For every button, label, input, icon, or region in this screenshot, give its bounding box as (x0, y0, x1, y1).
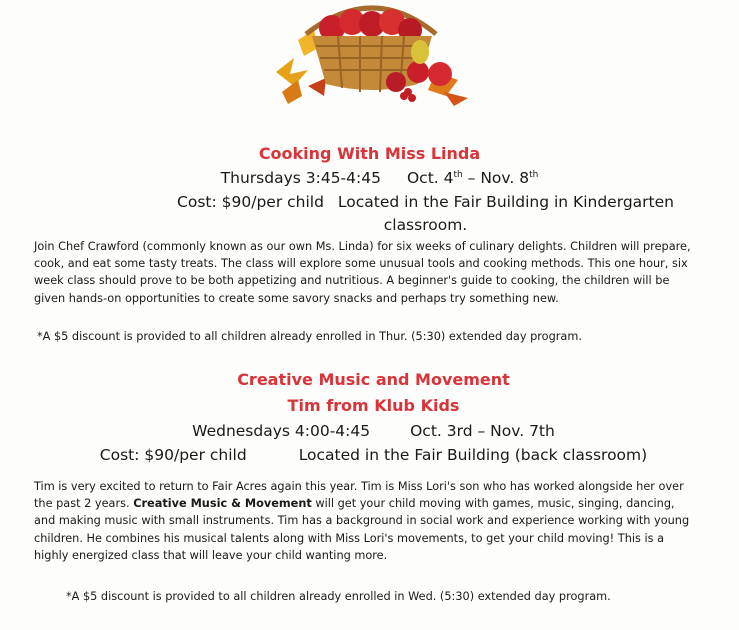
music-class-title: Creative Music and Movement (237, 370, 510, 389)
cooking-class-location-cont: classroom. (383, 216, 468, 234)
music-class-discount: *A $5 discount is provided to all children already enrolled in Wed. (5:30) extended day program. (66, 590, 611, 603)
cooking-class-day: Thursdays 3:45-4:45 (220, 169, 381, 187)
music-class-desc-part1: Tim is very excited to return to Fair Acres again this year. Tim is Miss Lori's son who has worked alongside her over the past 2 years. (34, 480, 684, 511)
cooking-class-description: Join Chef Crawford (commonly known as our own Ms. Linda) for six weeks of culinary delights. Children will prepare, cook, and eat some tasty treats. The class will explore some unusual tools and cooking methods. This one hour, six week class should prove to be both appetizing and nutritious. A beginner's guide to cooking, the children will be given hands-on opportunities to create some savory snacks and perhaps try something new. (34, 240, 691, 305)
cooking-class-cost: Cost: $90/per child (177, 193, 324, 211)
cooking-class-date-start: Oct. 4 (406, 169, 454, 187)
cooking-class-discount: *A $5 discount is provided to all children already enrolled in Thur. (5:30) extended day program. (37, 330, 582, 343)
cooking-class-title: Cooking With Miss Linda (258, 144, 481, 163)
music-class-location: Located in the Fair Building (back classroom) (298, 446, 648, 464)
music-class-dates: Oct. 3rd – Nov. 7th (410, 422, 555, 440)
music-class-desc-bold: Creative Music & Movement (133, 497, 312, 511)
music-class-cost: Cost: $90/per child (99, 446, 247, 464)
cooking-class-location: Located in the Fair Building in Kindergarten (337, 193, 674, 211)
music-class-day: Wednesdays 4:00-4:45 (192, 422, 371, 440)
cooking-class-date-end: – Nov. 8 (462, 169, 530, 187)
cooking-class-schedule (0, 169, 739, 187)
music-class-description (34, 478, 698, 564)
cooking-class-cost-location (0, 193, 739, 211)
cooking-class-date-start-sup: th (453, 169, 463, 180)
music-class-desc-part2: will get your child moving with games, music, singing, dancing, and making music with small instruments. Tim has a background in social work and experience working with young children. He combines his musical talents along with Miss Lori's movements, to get your child moving! This is a highly energized class that will leave your child wanting more. (34, 497, 690, 562)
music-class-cost-location (0, 446, 739, 464)
apple-basket-icon (268, 0, 478, 108)
cooking-class-date-end-sup: th (529, 169, 539, 180)
music-class-schedule (0, 422, 739, 440)
music-class-subtitle: Tim from Klub Kids (287, 396, 460, 415)
